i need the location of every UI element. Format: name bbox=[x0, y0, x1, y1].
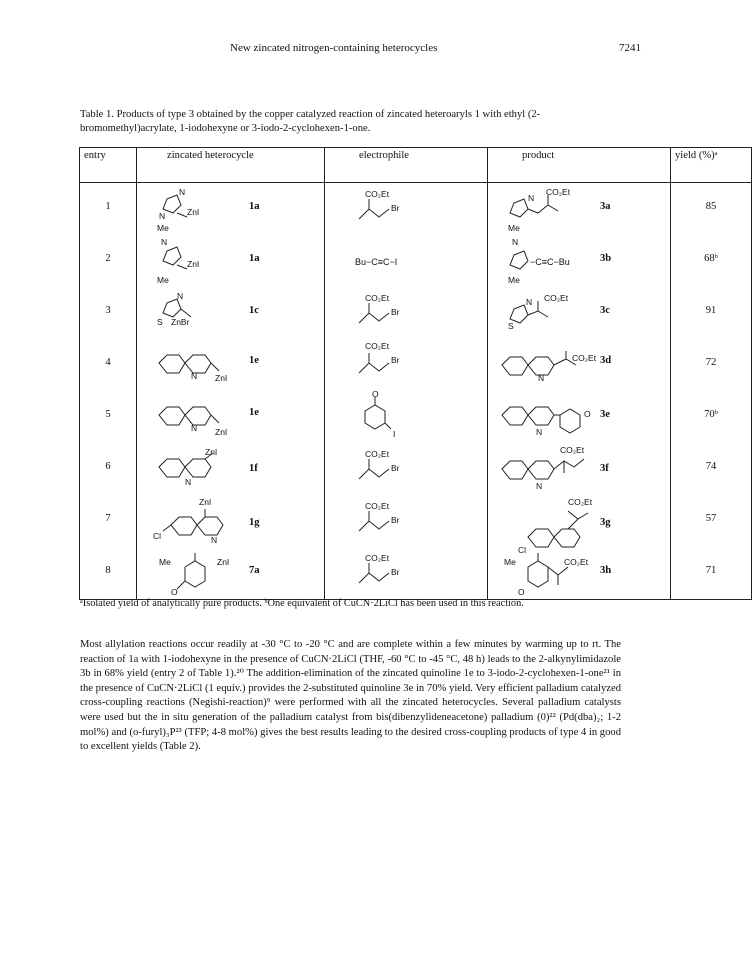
quinoline-structure bbox=[155, 453, 225, 493]
entry-number: 2 bbox=[105, 253, 111, 264]
atom-label: S bbox=[508, 321, 514, 331]
atom-label: ZnBr bbox=[171, 317, 190, 327]
atom-label: N bbox=[536, 481, 543, 491]
table-footnote: ᵃIsolated yield of analytically pure products. ᵇOne equivalent of CuCN·2LiCl has been used in this reaction. bbox=[80, 598, 524, 609]
atom-label: O bbox=[518, 587, 525, 597]
entry-number: 6 bbox=[105, 461, 111, 472]
atom-label: Me bbox=[159, 557, 171, 567]
atom-label: −C≡C−Bu bbox=[530, 257, 570, 267]
body-paragraph: Most allylation reactions occur readily at -30 °C to -20 °C and are complete within a few minutes by warming up to rt. The reaction of 1a with 1-iodohexyne in the presence of CuCN·2LiCl (THF, -60 °C to -45 °C, 48 h) leads to the 2-alkynylimidazole 3b in 68% yield (entry 2 of Table 1).²⁰ The addition-elimination of the zincated quinoline 1e to 3-iodo-2-cyclohexen-1-one²¹ in the presence of CuCN·2LiCl (1 equiv.) provides the 2-substituted quinoline 3e in 70% yield. Very efficient palladium catalyzed cross-coupling reactions (Negishi-reaction)⁹ were performed with all the zincated heterocycles. Several palladium catalysts were used but the in situ generation of the palladium catalyst from bis(dibenzylideneacetone) palladium (0)²² (Pd(dba)₂; 1-2 mol%) and (o-furyl)₃P²³ (TFP; 4-8 mol%) gives the best results leading to the desired cross-coupling products of type 4 in good to excellent yields (Table 2). bbox=[80, 639, 621, 753]
atom-label: N bbox=[528, 193, 535, 203]
yield-value: 85 bbox=[705, 201, 717, 212]
compound-label: 1c bbox=[249, 305, 259, 316]
atom-label: ZnI bbox=[187, 259, 200, 269]
entry-number: 5 bbox=[105, 409, 111, 420]
atom-label: Br bbox=[391, 307, 400, 317]
atom-label: O bbox=[171, 587, 178, 597]
atom-label: CO₂Et bbox=[572, 353, 597, 363]
atom-label: Me bbox=[508, 223, 520, 233]
table-row bbox=[80, 287, 752, 339]
compound-label: 1e bbox=[249, 407, 259, 418]
quinoline-structure bbox=[155, 349, 228, 389]
atom-label: N bbox=[161, 237, 168, 247]
atom-label: S bbox=[157, 317, 163, 327]
entry-number: 7 bbox=[105, 513, 111, 524]
atom-label: ZnI bbox=[215, 427, 228, 437]
page-number: 7241 bbox=[619, 42, 641, 54]
atom-label: CO₂Et bbox=[560, 445, 585, 455]
atom-label: N bbox=[191, 423, 198, 433]
atom-label: Br bbox=[391, 355, 400, 365]
product-label: 3f bbox=[600, 463, 609, 474]
yield-value: 70ᵇ bbox=[704, 409, 718, 420]
product-structure bbox=[498, 453, 598, 497]
entry-number: 3 bbox=[105, 305, 111, 316]
col-zincated: zincated heterocycle bbox=[137, 148, 325, 183]
table-row bbox=[80, 391, 752, 443]
atom-label: Br bbox=[391, 203, 400, 213]
cyclohexenone-structure bbox=[355, 397, 395, 441]
atom-label: N bbox=[185, 477, 192, 487]
atom-label: ZnI bbox=[217, 557, 230, 567]
atom-label: CO₂Et bbox=[546, 187, 571, 197]
product-label: 3g bbox=[600, 517, 611, 528]
product-label: 3c bbox=[600, 305, 610, 316]
yield-value: 74 bbox=[705, 461, 717, 472]
atom-label: N bbox=[179, 187, 186, 197]
atom-label: CO₂Et bbox=[564, 557, 589, 567]
table-row bbox=[80, 339, 752, 391]
entry-number: 8 bbox=[105, 565, 111, 576]
atom-label: Cl bbox=[518, 545, 527, 555]
compound-label: 1g bbox=[249, 517, 260, 528]
atom-label: ZnI bbox=[199, 497, 212, 507]
product-label: 3a bbox=[600, 201, 611, 212]
atom-label: Me bbox=[157, 223, 169, 233]
col-electrophile: electrophile bbox=[325, 148, 488, 183]
atom-label: Me bbox=[504, 557, 516, 567]
atom-label: ZnI bbox=[205, 447, 218, 457]
atom-label: CO₂Et bbox=[365, 501, 390, 511]
table-row bbox=[80, 235, 752, 287]
table-row bbox=[80, 183, 752, 236]
product-label: 3e bbox=[600, 409, 610, 420]
product-structure bbox=[506, 299, 576, 339]
atom-label: I bbox=[393, 429, 396, 439]
compound-label: 1f bbox=[249, 463, 258, 474]
table-row bbox=[80, 495, 752, 547]
atom-label: N bbox=[191, 371, 198, 381]
atom-label: N bbox=[159, 211, 166, 221]
atom-label: N bbox=[177, 291, 184, 301]
compound-label: 1e bbox=[249, 355, 259, 366]
atom-label: N bbox=[211, 535, 218, 545]
product-structure bbox=[498, 399, 598, 443]
atom-label: CO₂Et bbox=[365, 189, 390, 199]
atom-label: O bbox=[584, 409, 591, 419]
entry-number: 1 bbox=[105, 201, 111, 212]
col-yield: yield (%)ᵃ bbox=[671, 148, 752, 183]
quinoline-structure bbox=[163, 507, 233, 551]
atom-label: Br bbox=[391, 463, 400, 473]
thiazole-structure bbox=[157, 295, 197, 335]
compound-label: 1a bbox=[249, 201, 260, 212]
table-caption: Table 1. Products of type 3 obtained by the copper catalyzed reaction of zincated heteroaryls 1 with ethyl (2-bromomethyl)acrylate, 1-iodohexyne or 3-iodo-2-cyclohexen-1-one. bbox=[80, 109, 541, 134]
col-product: product bbox=[488, 148, 671, 183]
atom-label: Bu−C≡C−I bbox=[355, 257, 398, 267]
atom-label: CO₂Et bbox=[365, 293, 390, 303]
running-title: New zincated nitrogen-containing heterocycles bbox=[230, 42, 438, 54]
product-label: 3h bbox=[600, 565, 612, 576]
atom-label: CO₂Et bbox=[365, 341, 390, 351]
atom-label: Me bbox=[157, 275, 169, 285]
product-label: 3d bbox=[600, 355, 612, 366]
product-label: 3b bbox=[600, 253, 612, 264]
atom-label: N bbox=[512, 237, 519, 247]
yield-value: 57 bbox=[705, 513, 717, 524]
atom-label: ZnI bbox=[187, 207, 200, 217]
table-row bbox=[80, 443, 752, 495]
yield-value: 71 bbox=[705, 565, 717, 576]
compound-label: 7a bbox=[249, 565, 260, 576]
running-header bbox=[0, 42, 701, 58]
atom-label: CO₂Et bbox=[568, 497, 593, 507]
entry-number: 4 bbox=[105, 357, 111, 368]
atom-label: N bbox=[536, 427, 543, 437]
table-row bbox=[80, 547, 752, 600]
atom-label: CO₂Et bbox=[365, 553, 390, 563]
results-table bbox=[79, 147, 718, 597]
compound-label: 1a bbox=[249, 253, 260, 264]
atom-label: Br bbox=[391, 515, 400, 525]
atom-label: Br bbox=[391, 567, 400, 577]
atom-label: Cl bbox=[153, 531, 162, 541]
atom-label: CO₂Et bbox=[365, 449, 390, 459]
yield-value: 68ᵇ bbox=[704, 253, 718, 264]
atom-label: O bbox=[372, 389, 379, 399]
atom-label: Me bbox=[508, 275, 520, 285]
atom-label: ZnI bbox=[215, 373, 228, 383]
atom-label: N bbox=[526, 297, 533, 307]
col-entry: entry bbox=[80, 148, 137, 183]
atom-label: CO₂Et bbox=[544, 293, 569, 303]
yield-value: 91 bbox=[705, 305, 717, 316]
yield-value: 72 bbox=[705, 357, 717, 368]
atom-label: N bbox=[538, 373, 545, 383]
